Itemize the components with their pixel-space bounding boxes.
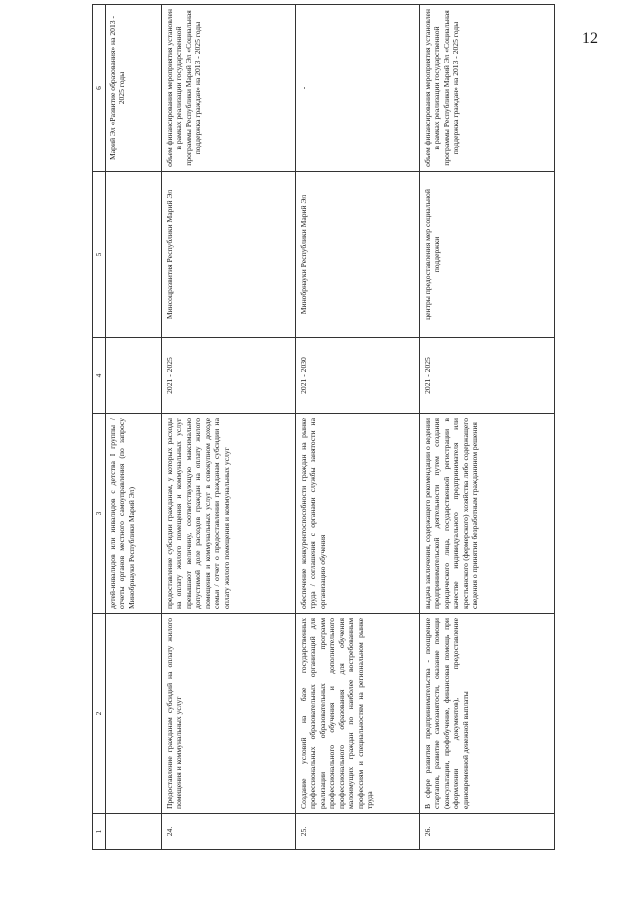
column-header-4: 4 bbox=[93, 338, 106, 414]
period-cell: 2021 - 2025 bbox=[420, 338, 555, 414]
cell-empty bbox=[106, 614, 162, 814]
page-number: 12 bbox=[582, 30, 598, 47]
measures-table bbox=[92, 4, 555, 850]
column-header-1: 1 bbox=[93, 814, 106, 850]
continuation-row bbox=[106, 5, 162, 850]
executor-cell: Минсоцразвития Республики Марий Эл bbox=[162, 172, 296, 338]
row-number: 24. bbox=[162, 814, 296, 850]
row-number: 25. bbox=[296, 814, 420, 850]
result-cell: обеспечение конкурентоспособности граждан на рынке труда / соглашения с органами службы занятости на организацию обучения bbox=[296, 414, 420, 614]
rotated-page-content bbox=[92, 5, 556, 850]
measure-cell: В сфере развития предпринимательства - поощрение стартапов, развитие самозанятости, оказание помощи (консультации, профобучение, финансовая помощь при оформлении документов), предоставление единовременной денежной выплаты bbox=[420, 614, 555, 814]
period-cell: 2021 - 2025 bbox=[162, 338, 296, 414]
column-number-row bbox=[93, 5, 106, 850]
period-cell: 2021 - 2030 bbox=[296, 338, 420, 414]
result-cell: предоставление субсидии гражданам, у которых расходы на оплату жилого помещения и коммунальных услуг превышают величину, соответствующую максимально допустимой доле расходов граждан на оплату жилого помещения и коммунальных услуг в совокупном доходе семьи / отчет о предоставлении гражданам субсидии на оплату жилого помещения и коммунальных услуг bbox=[162, 414, 296, 614]
cell-empty bbox=[106, 172, 162, 338]
continuation-result-cell: детей-инвалидов или инвалидов с детства I группы / отчеты органов местного самоуправления (по запросу Минобрнауки Республики Марий Эл) bbox=[106, 414, 162, 614]
executor-cell: центры предоставления мер социальной поддержки bbox=[420, 172, 555, 338]
executor-cell: Минобрнауки Республики Марий Эл bbox=[296, 172, 420, 338]
column-header-2: 2 bbox=[93, 614, 106, 814]
finance-cell: - bbox=[296, 5, 420, 172]
row-number: 26. bbox=[420, 814, 555, 850]
column-header-5: 5 bbox=[93, 172, 106, 338]
column-header-3: 3 bbox=[93, 414, 106, 614]
finance-cell: объем финансирования мероприятия установлен в рамках реализации государственной программы Республики Марий Эл «Социальная поддержка граждан» на 2013 - 2025 годы bbox=[162, 5, 296, 172]
cell-empty bbox=[106, 338, 162, 414]
table-row bbox=[420, 5, 555, 850]
table-row bbox=[296, 5, 420, 850]
measure-cell: Создание условий на базе государственных профессиональных образовательных организаций для реализации образовательных программ профессионального обучения и дополнительного профессионального образования для обучения малоимущих граждан по наиболее востребованным профессиям и специальностям на региональном рынке труда bbox=[296, 614, 420, 814]
column-header-6: 6 bbox=[93, 5, 106, 172]
result-cell: выдача заключения, содержащего рекомендации о ведении предпринимательской деятельности путем создания юридического лица, государственной регистрации в качестве индивидуального предпринимателя или крестьянского (фермерского) хозяйства либо содержащего сведения о принятии безработным гражданином решения bbox=[420, 414, 555, 614]
finance-cell: объем финансирования мероприятия установлен в рамках реализации государственной программы Республики Марий Эл «Социальная поддержка граждан» на 2013 - 2025 годы bbox=[420, 5, 555, 172]
cell-empty bbox=[106, 814, 162, 850]
table-row bbox=[162, 5, 296, 850]
continuation-finance-cell: Марий Эл «Развитие образования» на 2013 - 2025 годы bbox=[106, 5, 162, 172]
measure-cell: Предоставление гражданам субсидий на оплату жилого помещения и коммунальных услуг bbox=[162, 614, 296, 814]
